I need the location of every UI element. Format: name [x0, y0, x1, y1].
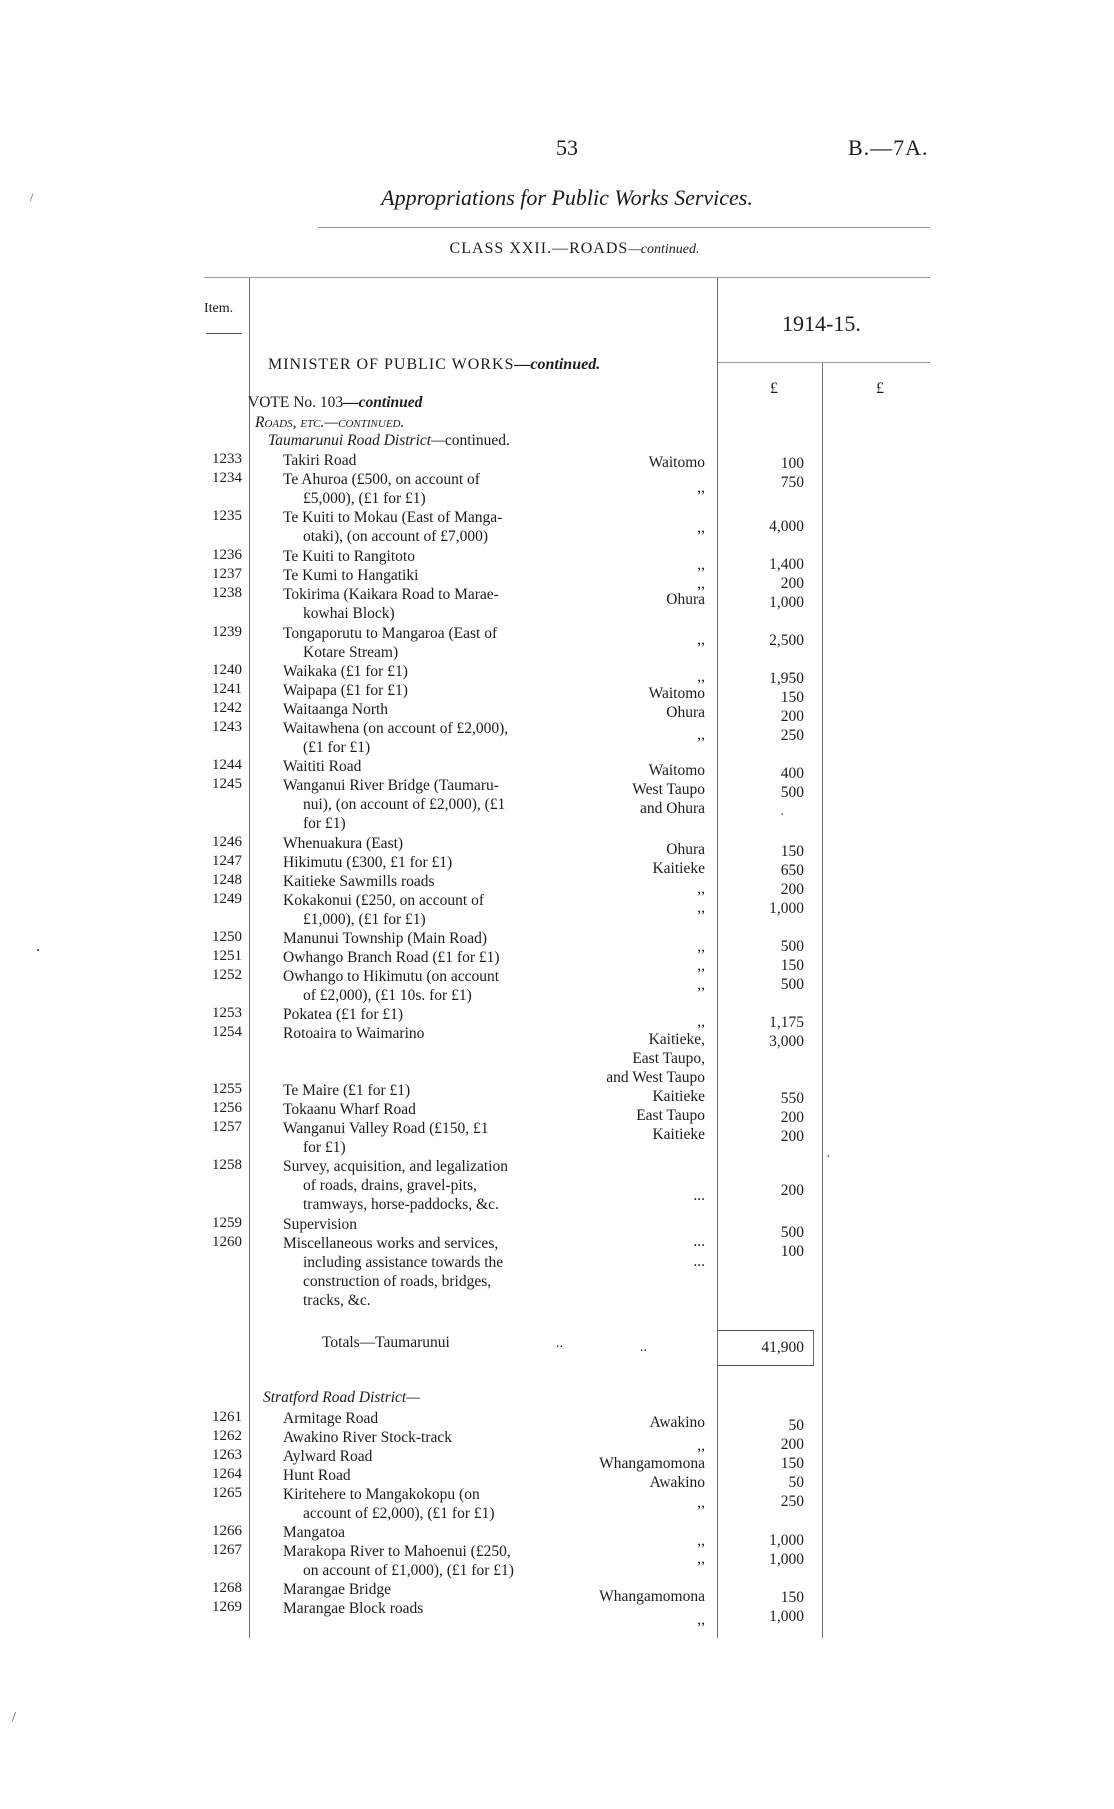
item-description: Hikimutu (£300, £1 for £1) — [283, 854, 453, 871]
item-number: 1243 — [212, 719, 242, 735]
item-electorate: Waitomo — [648, 685, 705, 702]
totals-leader: .. — [556, 1336, 563, 1351]
item-amount: 200 — [780, 575, 804, 592]
item-number: 1235 — [212, 508, 242, 524]
item-amount: 200 — [780, 1109, 804, 1126]
totals-bottom-rule — [718, 1365, 814, 1366]
totals-amount: 41,900 — [761, 1339, 804, 1356]
item-number: 1251 — [212, 948, 242, 964]
item-electorate: ,, — [697, 976, 705, 993]
item-number: 1252 — [212, 967, 242, 983]
item-description: Te Kuiti to Rangitoto — [283, 548, 415, 565]
item-description: Aylward Road — [283, 1448, 373, 1465]
item-amount: 750 — [780, 474, 804, 491]
item-number: 1263 — [212, 1447, 242, 1463]
margin-mark: · — [35, 940, 41, 960]
pound-symbol: £ — [770, 380, 778, 397]
item-number: 1262 — [212, 1428, 242, 1444]
item-electorate: Ohura — [666, 591, 705, 608]
item-amount: 1,400 — [769, 556, 804, 573]
minister-heading-suffix: —continued. — [514, 356, 601, 373]
item-electorate: Kaitieke — [652, 860, 705, 877]
page-title: Appropriations for Public Works Services. — [381, 185, 753, 210]
item-electorate: Waitomo — [648, 454, 705, 471]
item-description: Te Kumi to Hangatiki — [283, 567, 419, 584]
item-amount: 150 — [780, 689, 804, 706]
item-number: 1254 — [212, 1024, 242, 1040]
item-description: Kiritehere to Mangakokopu (on account of £2,000), (£1 for £1) — [283, 1486, 495, 1522]
item-amount: 1,000 — [769, 1551, 804, 1568]
item-electorate: ,, — [697, 880, 705, 897]
item-number: 1260 — [212, 1234, 242, 1250]
item-electorate: Waitomo — [648, 762, 705, 779]
margin-mark: / — [12, 1710, 16, 1725]
item-number: 1244 — [212, 757, 242, 773]
item-description: Tongaporutu to Mangaroa (East of Kotare Stream) — [283, 625, 498, 661]
vote-text: VOTE No. 103 — [248, 394, 344, 411]
totals-box-rule — [813, 1330, 814, 1366]
item-amount: 150 — [780, 1589, 804, 1606]
item-description: Manunui Township (Main Road) — [283, 930, 487, 947]
item-column-rule — [249, 278, 250, 1638]
pound-symbol: £ — [876, 380, 884, 397]
item-amount: 150 — [780, 957, 804, 974]
item-description: Miscellaneous works and services, including assistance towards the construction of roads, bridges, tracks, &c. — [283, 1235, 504, 1309]
item-description: Awakino River Stock-track — [283, 1429, 453, 1446]
item-description: Marakopa River to Mahoenui (£250, on account of £1,000), (£1 for £1) — [283, 1543, 514, 1579]
amount-column-rule — [822, 362, 823, 1638]
item-number: 1245 — [212, 776, 242, 792]
item-electorate: Awakino — [649, 1414, 705, 1431]
item-description: Te Ahuroa (£500, on account of £5,000), (£1 for £1) — [283, 471, 480, 507]
totals-label: Totals—Taumarunui — [322, 1334, 450, 1351]
item-column-header: Item. — [204, 301, 234, 316]
class-heading — [0, 240, 1114, 258]
item-description: Whenuakura (East) — [283, 835, 404, 852]
item-description: Owhango to Hikimutu (on account of £2,000), (£1 10s. for £1) — [283, 968, 500, 1004]
item-description: Waipapa (£1 for £1) — [283, 682, 408, 699]
item-description: Owhango Branch Road (£1 for £1) — [283, 949, 500, 966]
district-heading — [268, 432, 510, 450]
item-electorate: Kaitieke — [652, 1126, 705, 1143]
item-amount: 1,000 — [769, 1532, 804, 1549]
item-amount: 200 — [780, 708, 804, 725]
item-amount: 100 — [780, 1243, 804, 1260]
item-number: 1239 — [212, 624, 242, 640]
item-electorate: ,, — [697, 1532, 705, 1549]
item-description: Waitaanga North — [283, 701, 389, 718]
item-number: 1256 — [212, 1100, 242, 1116]
item-electorate: Kaitieke — [652, 1088, 705, 1105]
item-number: 1238 — [212, 585, 242, 601]
item-description: Kokakonui (£250, on account of £1,000), (£1 for £1) — [283, 892, 485, 928]
item-number: 1266 — [212, 1523, 242, 1539]
item-number: 1261 — [212, 1409, 242, 1425]
item-description: Pokatea (£1 for £1) — [283, 1006, 404, 1023]
item-amount: 500 — [780, 784, 804, 801]
item-electorate: Ohura — [666, 704, 705, 721]
ink-mark: · — [780, 808, 785, 823]
item-description: Te Kuiti to Mokau (East of Manga- otaki), (on account of £7,000) — [283, 509, 503, 545]
item-electorate: ... — [693, 1233, 705, 1250]
item-electorate: East Taupo — [636, 1107, 705, 1124]
item-amount: 1,000 — [769, 594, 804, 611]
item-number: 1257 — [212, 1119, 242, 1135]
item-number: 1268 — [212, 1580, 242, 1596]
item-amount: 1,000 — [769, 900, 804, 917]
item-number: 1249 — [212, 891, 242, 907]
item-amount: 1,000 — [769, 1608, 804, 1625]
totals-top-rule — [718, 1330, 814, 1331]
item-number: 1242 — [212, 700, 242, 716]
item-number: 1234 — [212, 470, 242, 486]
item-description: Tokaanu Wharf Road — [283, 1101, 416, 1118]
item-amount: 500 — [780, 976, 804, 993]
item-description: Takiri Road — [283, 452, 357, 469]
item-amount: 50 — [788, 1474, 804, 1491]
item-description: Waitawhena (on account of £2,000), (£1 for £1) — [283, 720, 509, 756]
item-number: 1236 — [212, 547, 242, 563]
item-electorate: ,, — [697, 899, 705, 916]
item-number: 1248 — [212, 872, 242, 888]
item-electorate: ... — [693, 1253, 705, 1270]
item-number: 1237 — [212, 566, 242, 582]
item-description: Wanganui Valley Road (£150, £1 for £1) — [283, 1120, 489, 1156]
item-number: 1255 — [212, 1081, 242, 1097]
item-amount: 500 — [780, 1224, 804, 1241]
vote-suffix: —continued — [343, 394, 423, 411]
item-electorate: ,, — [697, 1611, 705, 1628]
item-amount: 1,175 — [769, 1014, 804, 1031]
item-description: Wanganui River Bridge (Taumaru- nui), (on account of £2,000), (£1 for £1) — [283, 777, 506, 832]
district-heading-text: Taumarunui Road District— — [268, 432, 445, 449]
district-heading-suffix: continued. — [444, 432, 510, 449]
item-electorate: ,, — [697, 631, 705, 648]
item-description: Survey, acquisition, and legalization of roads, drains, gravel-pits, tramways, horse-paddocks, &c. — [283, 1158, 508, 1213]
item-number: 1250 — [212, 929, 242, 945]
item-amount: 1,950 — [769, 670, 804, 687]
item-number: 1267 — [212, 1542, 242, 1558]
item-amount: 50 — [788, 1417, 804, 1434]
item-number: 1240 — [212, 662, 242, 678]
item-electorate: Ohura — [666, 841, 705, 858]
minister-heading-text: MINISTER OF PUBLIC WORKS — [268, 356, 515, 373]
class-heading-suffix: —continued. — [628, 242, 700, 257]
class-heading-text: CLASS XXII.—ROADS — [449, 240, 629, 257]
item-number: 1258 — [212, 1157, 242, 1173]
item-amount: 250 — [780, 727, 804, 744]
item-header-rule — [206, 333, 242, 334]
item-electorate: ,, — [697, 668, 705, 685]
item-amount: 650 — [780, 862, 804, 879]
item-amount: 400 — [780, 765, 804, 782]
item-electorate: ,, — [697, 957, 705, 974]
roads-line: Roads, etc.—continued. — [255, 414, 405, 431]
item-number: 1247 — [212, 853, 242, 869]
item-amount: 250 — [780, 1493, 804, 1510]
item-description: Mangatoa — [283, 1524, 345, 1541]
item-description: Tokirima (Kaikara Road to Marae- kowhai Block) — [283, 586, 499, 622]
item-description: Rotoaira to Waimarino — [283, 1025, 425, 1042]
margin-mark: / — [30, 190, 34, 204]
item-amount: 4,000 — [769, 518, 804, 535]
item-amount: 550 — [780, 1090, 804, 1107]
item-number: 1269 — [212, 1599, 242, 1615]
item-number: 1265 — [212, 1485, 242, 1501]
item-description: Hunt Road — [283, 1467, 351, 1484]
item-description: Supervision — [283, 1216, 358, 1233]
item-electorate: ,, — [697, 1437, 705, 1454]
item-amount: 200 — [780, 1182, 804, 1199]
item-electorate: Whangamomona — [599, 1588, 705, 1605]
item-description: Armitage Road — [283, 1410, 379, 1427]
item-electorate: ,, — [697, 575, 705, 592]
item-electorate: West Taupo and Ohura — [632, 781, 705, 817]
item-electorate: ... — [693, 1187, 705, 1204]
item-number: 1253 — [212, 1005, 242, 1021]
item-number: 1246 — [212, 834, 242, 850]
item-number: 1259 — [212, 1215, 242, 1231]
item-electorate: Awakino — [649, 1474, 705, 1491]
item-number: 1241 — [212, 681, 242, 697]
year-column-header: 1914-15. — [782, 311, 861, 336]
item-amount: 500 — [780, 938, 804, 955]
item-amount: 2,500 — [769, 632, 804, 649]
item-amount: 3,000 — [769, 1033, 804, 1050]
totals-leader: .. — [640, 1340, 647, 1355]
item-amount: 150 — [780, 1455, 804, 1472]
item-amount: 100 — [780, 455, 804, 472]
item-electorate: ,, — [697, 556, 705, 573]
item-electorate: ,, — [697, 1550, 705, 1567]
item-number: 1233 — [212, 451, 242, 467]
item-description: Marangae Block roads — [283, 1600, 424, 1617]
item-electorate: ,, — [697, 479, 705, 496]
item-description: Waititi Road — [283, 758, 362, 775]
item-electorate: ,, — [697, 938, 705, 955]
item-electorate: Kaitieke, East Taupo, and West Taupo — [606, 1031, 705, 1086]
item-electorate: ,, — [697, 1013, 705, 1030]
ink-mark: · — [826, 1150, 831, 1165]
vote-line — [248, 394, 422, 412]
item-description: Te Maire (£1 for £1) — [283, 1082, 411, 1099]
item-description: Marangae Bridge — [283, 1581, 392, 1598]
item-electorate: Whangamomona — [599, 1455, 705, 1472]
table-top-rule — [204, 277, 930, 278]
stratford-heading: Stratford Road District— — [263, 1389, 421, 1406]
item-description: Waikaka (£1 for £1) — [283, 663, 408, 680]
item-amount: 200 — [780, 881, 804, 898]
item-amount: 200 — [780, 1128, 804, 1145]
page-number: 53 — [556, 135, 578, 160]
title-rule — [318, 227, 930, 228]
item-amount: 150 — [780, 843, 804, 860]
minister-heading — [268, 356, 600, 374]
document-reference: B.—7A. — [848, 135, 929, 160]
item-description: Kaitieke Sawmills roads — [283, 873, 435, 890]
item-electorate: ,, — [697, 519, 705, 536]
item-electorate: ,, — [697, 1494, 705, 1511]
item-number: 1264 — [212, 1466, 242, 1482]
year-header-rule — [718, 362, 930, 363]
item-electorate: ,, — [697, 726, 705, 743]
item-amount: 200 — [780, 1436, 804, 1453]
